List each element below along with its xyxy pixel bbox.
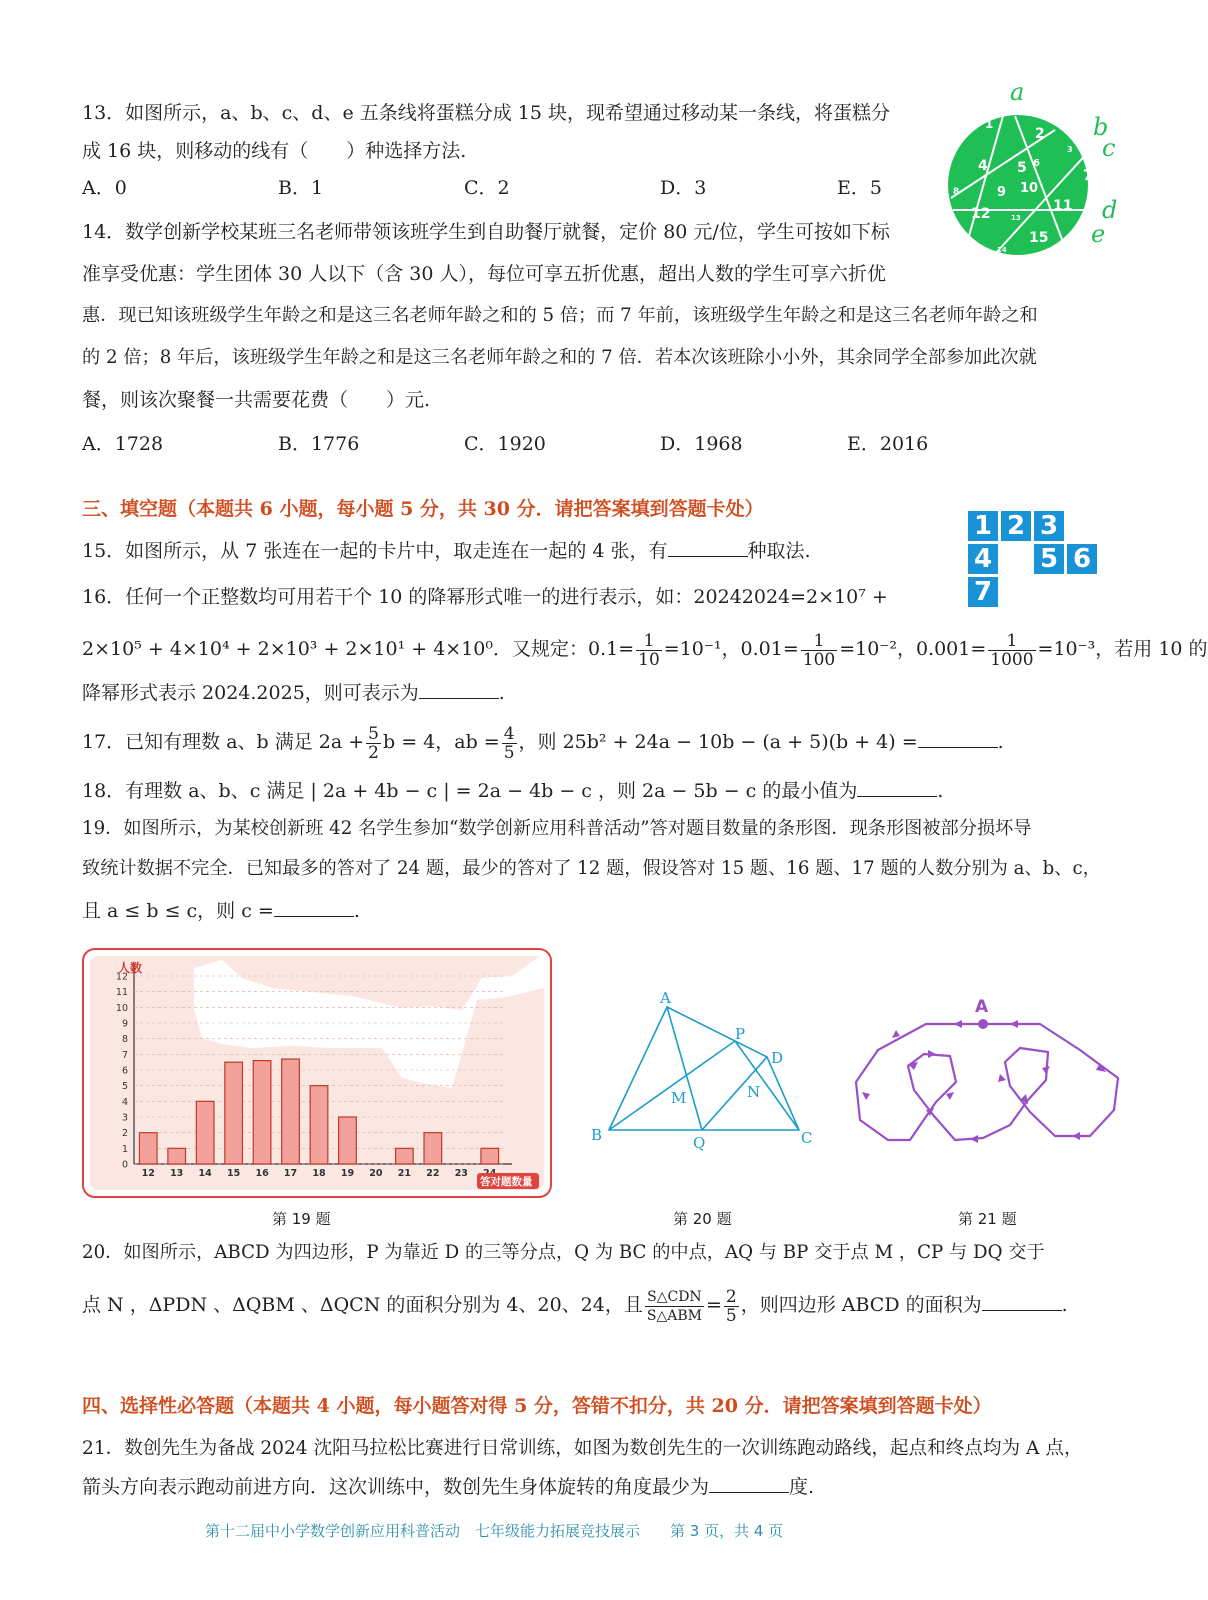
cake-region-13: 13 [1011, 214, 1021, 222]
q14-line5: 餐，则该次聚餐一共需要花费（ ）元. [82, 389, 431, 411]
cake-region-5: 5 [1017, 160, 1027, 176]
card-2: 2 [1001, 511, 1031, 541]
q13-line1: 13．如图所示，a、b、c、d、e 五条线将蛋糕分成 15 块，现希望通过移动某一条线，将蛋糕分 [82, 102, 891, 124]
chart-ytick-label: 6 [121, 1065, 128, 1077]
q13-option-e: E．5 [837, 177, 882, 199]
q13-option-a: A．0 [82, 177, 127, 199]
q21-line1: 21．数创先生为备战 2024 沈阳马拉松比赛进行日常训练，如图为数创先生的一次训练跑动路线，起点和终点均为 A 点， [82, 1438, 1083, 1459]
q21-arrow [970, 1135, 978, 1143]
q15-answer-blank[interactable] [668, 538, 748, 557]
chart-ylabel: 人数 [118, 961, 143, 975]
card-1: 1 [968, 511, 998, 541]
q13-option-c: C．2 [464, 177, 510, 199]
q21-line2: 箭头方向表示跑动前进方向．这次训练中，数创先生身体旋转的角度最少为 度. [82, 1476, 815, 1498]
chart-ytick-label: 7 [121, 1049, 128, 1061]
q14-line4: 的 2 倍；8 年后，该班级学生年龄之和是这三名老师年龄之和的 7 倍．若本次该班除小小外，其余同学全部参加此次就 [82, 347, 1037, 368]
q20-label-m: M [671, 1089, 687, 1107]
caption-q21: 第 21 题 [958, 1210, 1017, 1228]
q14-option-c: C．1920 [464, 433, 546, 455]
cake-label-b: b [1093, 113, 1109, 141]
chart-xtick-label: 20 [369, 1168, 383, 1179]
chart-bar [282, 1059, 300, 1164]
q13-line2: 成 16 块，则移动的线有（ ）种选择方法. [82, 140, 467, 162]
chart-xtick-label: 12 [141, 1168, 155, 1179]
chart-bar [396, 1148, 414, 1164]
cake-region-9: 9 [997, 185, 1007, 200]
chart-xtick-label: 14 [198, 1168, 212, 1179]
q19-bar-chart [82, 948, 552, 1200]
q17-line: 17．已知有理数 a、b 满足 2a + $\frac{5}{2}$ b = 4，ab = $\frac{4}{5}$ ，则 25b² + 24a − 10b − (a + 5)(b + 4) = . [82, 723, 1004, 763]
q20-label-d: D [771, 1049, 784, 1067]
chart-ytick-label: 5 [121, 1081, 128, 1093]
cake-region-10: 10 [1020, 181, 1039, 196]
cake-label-a: a [1010, 78, 1025, 106]
q13-option-b: B．1 [278, 177, 324, 199]
q16-line2: 2×10⁵ + 4×10⁴ + 2×10³ + 2×10¹ + 4×10⁰．又规定：0.1= $\frac{1}{10}$ =10⁻¹，0.01= $\frac{1}{100}$ =10⁻²，0.001= $\frac{1}{1000}$ =10⁻³，若用 10 的 [82, 630, 1208, 670]
q17-answer-blank[interactable] [918, 729, 998, 748]
page-footer: 第十二届中小学数学创新应用科普活动 七年级能力拓展竞技展示 第 3 页，共 4 页 [205, 1522, 784, 1540]
chart-xtick-label: 23 [454, 1168, 468, 1179]
q20-segment-bp [609, 1041, 735, 1130]
chart-xtick-label: 13 [170, 1168, 184, 1179]
cake-region-11: 11 [1053, 198, 1073, 214]
q21-arrow [928, 1050, 936, 1058]
q21-arrow [1072, 1132, 1080, 1140]
chart-bar [196, 1101, 214, 1164]
q20-answer-blank[interactable] [982, 1292, 1062, 1311]
cake-region-12: 12 [971, 206, 991, 222]
q20-label-a: A [660, 989, 671, 1007]
chart-xtick-label: 19 [340, 1168, 355, 1179]
card-4: 4 [968, 544, 998, 574]
chart-ytick-label: 10 [115, 1002, 128, 1014]
chart-bar [481, 1148, 499, 1164]
q19-line3: 且 a ≤ b ≤ c，则 c = . [82, 900, 360, 922]
chart-xtick-label: 17 [283, 1168, 298, 1179]
q21-arrow [998, 1074, 1006, 1082]
q20-label-n: N [747, 1083, 761, 1101]
q21-arrow [954, 1020, 962, 1028]
q19-line1: 19．如图所示，为某校创新班 42 名学生参加“数学创新应用科普活动”答对题目数量的条形图．现条形图被部分损坏导 [82, 818, 1032, 839]
q21-arrow [946, 1092, 954, 1100]
cake-region-2: 2 [1035, 126, 1045, 142]
chart-ytick-label: 8 [121, 1034, 128, 1046]
q20-label-p: P [735, 1025, 746, 1043]
q16-answer-blank[interactable] [419, 680, 499, 699]
cake-region-8: 8 [953, 187, 960, 197]
chart-ytick-label: 1 [121, 1143, 128, 1155]
q20-label-q: Q [693, 1134, 706, 1152]
cake-label-e: e [1091, 220, 1106, 248]
q20-label-b: B [591, 1126, 603, 1144]
cake-region-14: 14 [997, 246, 1007, 254]
q21-label-a: A [975, 997, 989, 1017]
chart-bar [339, 1117, 357, 1164]
q21-answer-blank[interactable] [709, 1474, 789, 1493]
q21-point-a [978, 1019, 988, 1029]
cake-region-4: 4 [978, 158, 988, 174]
q16-line3: 降幂形式表示 2024.2025，则可表示为 . [82, 682, 505, 704]
q14-line1: 14．数学创新学校某班三名老师带领该班学生到自助餐厅就餐，定价 80 元/位，学生可按如下标 [82, 221, 890, 243]
chart-ytick-label: 0 [121, 1159, 128, 1171]
q13-option-d: D．3 [660, 177, 707, 199]
q21-arrow [1010, 1020, 1018, 1028]
chart-bar [139, 1133, 157, 1164]
chart-ytick-label: 12 [115, 971, 128, 983]
chart-xtick-label: 16 [255, 1168, 269, 1179]
chart-xtick-label: 21 [397, 1168, 412, 1179]
q21-route-path [856, 1024, 1118, 1140]
chart-xlabel: 答对题数量 [480, 1176, 533, 1188]
chart-bar [168, 1148, 186, 1164]
q21-arrow [892, 1030, 900, 1038]
card-5: 5 [1034, 544, 1064, 574]
card-7: 7 [968, 577, 998, 607]
cake-region-1: 1 [985, 117, 994, 131]
cake-label-d: d [1102, 196, 1118, 224]
q18-answer-blank[interactable] [857, 778, 937, 797]
q14-line3: 惠．现已知该班级学生年龄之和是这三名老师年龄之和的 5 倍；而 7 年前，该班级学生年龄之和是这三名老师年龄之和 [82, 305, 1038, 326]
cake-region-15: 15 [1029, 230, 1049, 246]
chart-ytick-label: 11 [115, 987, 128, 999]
q14-option-b: B．1776 [278, 433, 360, 455]
chart-ytick-label: 3 [121, 1112, 128, 1124]
q21-figure [850, 990, 1130, 1160]
cake-figure [945, 80, 1130, 265]
cake-label-c: c [1102, 134, 1116, 162]
card-3: 3 [1034, 511, 1064, 541]
q20-line1: 20．如图所示，ABCD 为四边形，P 为靠近 D 的三等分点，Q 为 BC 的中点，AQ 与 BP 交于点 M ，CP 与 DQ 交于 [82, 1242, 1045, 1263]
chart-bar [225, 1062, 243, 1164]
q14-line2: 准享受优惠：学生团体 30 人以下（含 30 人），每位可享五折优惠，超出人数的学生可享六折优 [82, 263, 887, 285]
q19-line2: 致统计数据不完全．已知最多的答对了 24 题，最少的答对了 12 题，假设答对 15 题、16 题、17 题的人数分别为 a、b、c， [82, 858, 1101, 879]
q20-segment-cp [735, 1041, 799, 1130]
section-3-heading: 三、填空题（本题共 6 小题，每小题 5 分，共 30 分．请把答案填到答题卡处） [82, 498, 764, 520]
chart-ytick-label: 2 [121, 1128, 128, 1140]
cake-region-7: 7 [1083, 168, 1093, 184]
chart-bar [310, 1086, 328, 1164]
chart-xtick-label: 15 [226, 1168, 241, 1179]
q16-line1: 16．任何一个正整数均可用若干个 10 的降幂形式唯一的进行表示，如：20242024=2×10⁷ + [82, 586, 888, 608]
caption-q20: 第 20 题 [673, 1210, 732, 1228]
chart-ytick-label: 9 [121, 1018, 128, 1030]
q18-line: 18．有理数 a、b、c 满足 | 2a + 4b − c | = 2a − 4b − c ，则 2a − 5b − c 的最小值为 . [82, 780, 944, 802]
chart-xtick-label: 18 [312, 1168, 326, 1179]
chart-ytick-label: 4 [121, 1096, 128, 1108]
q14-option-d: D．1968 [660, 433, 743, 455]
section-4-heading: 四、选择性必答题（本题共 4 小题，每小题答对得 5 分，答错不扣分，共 20 分．请把答案填到答题卡处） [82, 1395, 992, 1417]
chart-bar [253, 1061, 271, 1164]
q20-line2: 点 N ，ΔPDN 、ΔQBM 、ΔQCN 的面积分别为 4、20、24，且 $\frac{\text{S△CDN}}{\text{S△ABM}}$ = $\frac{2}{5}$ ，则四边形 ABCD 的面积为 . [82, 1286, 1068, 1326]
cake-region-3: 3 [1067, 145, 1073, 154]
q21-arrow [1042, 1066, 1050, 1074]
q21-arrow [862, 1092, 870, 1100]
card-6: 6 [1067, 544, 1097, 574]
caption-q19: 第 19 题 [272, 1210, 331, 1228]
chart-xtick-label: 22 [426, 1168, 440, 1179]
cake-region-6: 6 [1033, 158, 1040, 169]
q15-text: 15．如图所示，从 7 张连在一起的卡片中，取走连在一起的 4 张，有 种取法. [82, 540, 811, 562]
q20-label-c: C [801, 1129, 813, 1147]
q19-answer-blank[interactable] [274, 898, 354, 917]
q20-quadrilateral [609, 1007, 799, 1130]
chart-bar [424, 1133, 442, 1164]
q14-option-a: A．1728 [82, 433, 164, 455]
q14-option-e: E．2016 [847, 433, 929, 455]
q20-figure [585, 985, 825, 1155]
